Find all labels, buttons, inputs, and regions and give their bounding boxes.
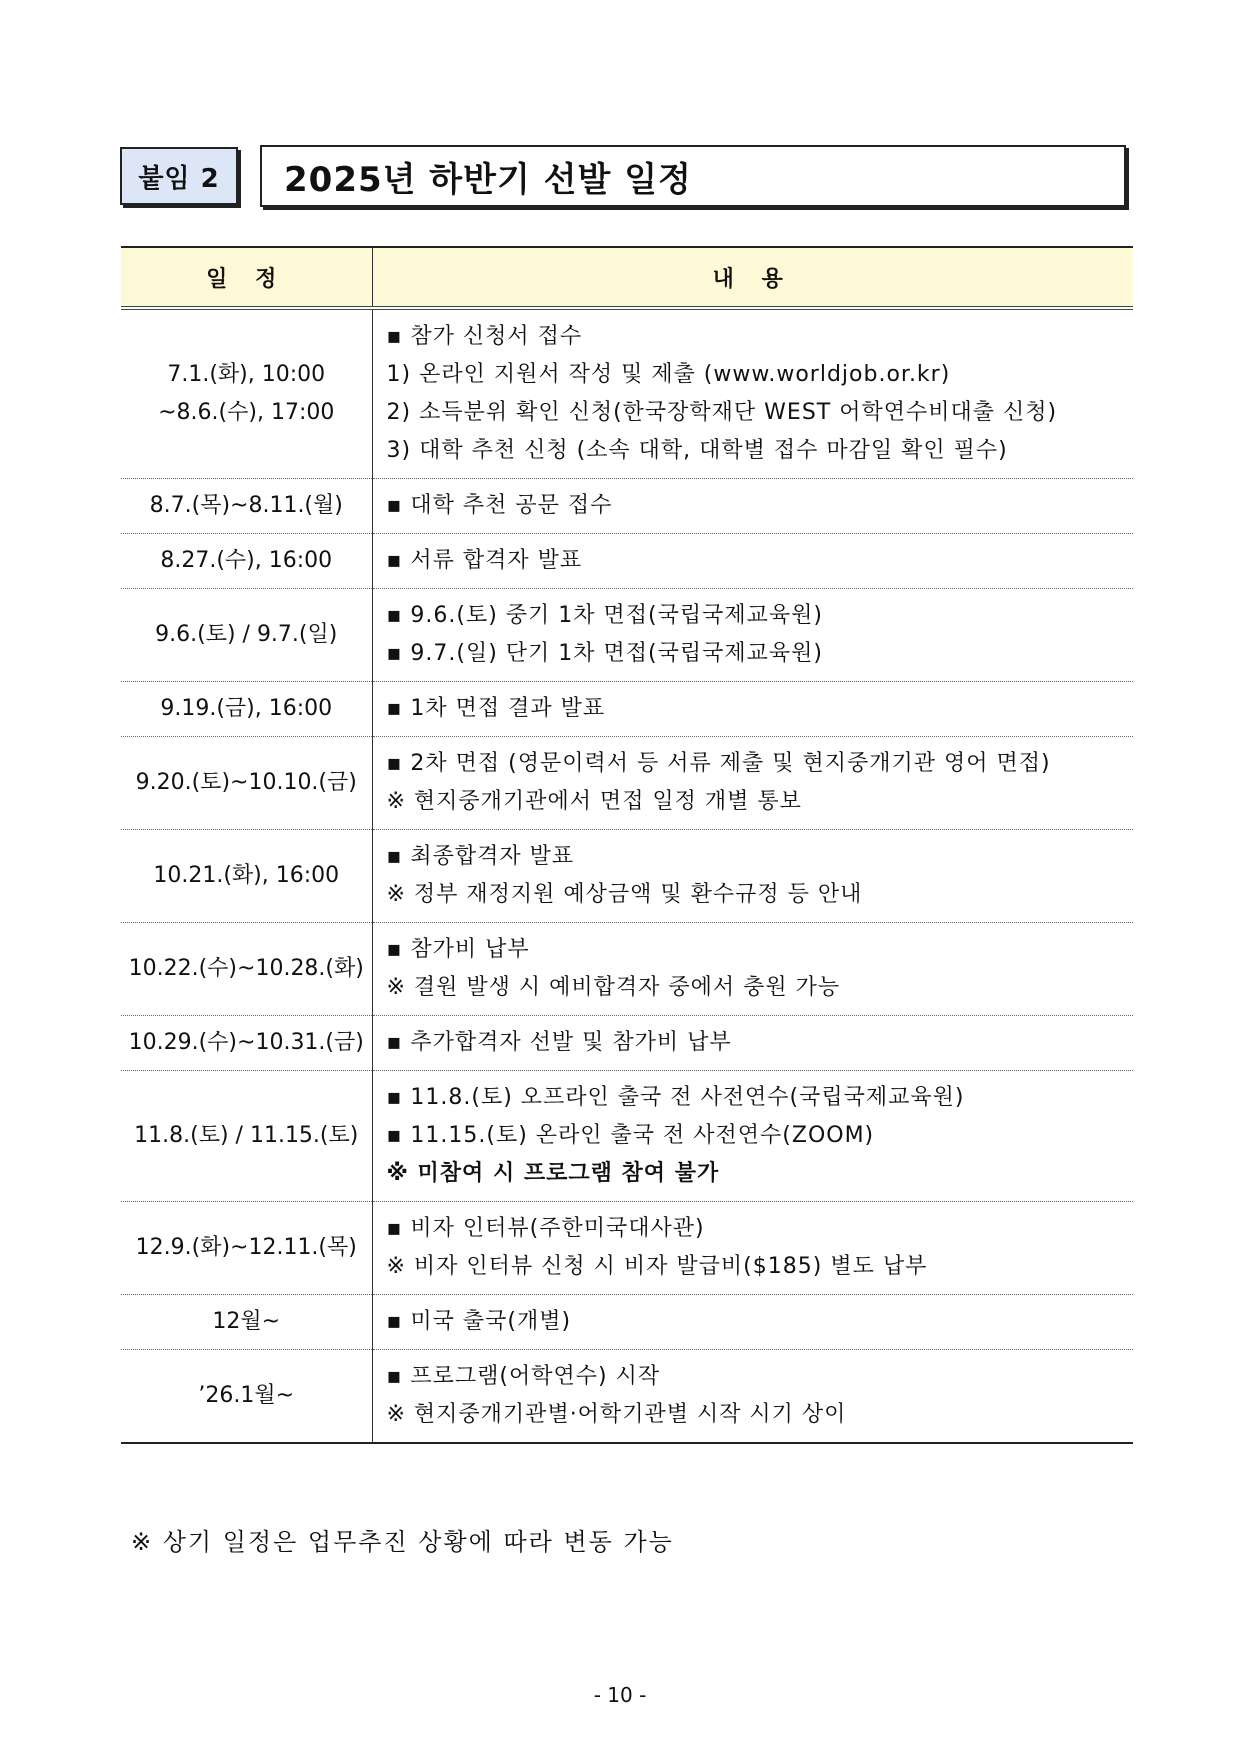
row-date: [121, 737, 372, 830]
content-item: ▪ 서류 합격자 발표: [386, 548, 583, 573]
row-content: [372, 1295, 1133, 1350]
date-line: 12월~: [212, 1309, 281, 1334]
row-content: [372, 1016, 1133, 1071]
content-note: ※ 결원 발생 시 예비합격자 중에서 충원 가능: [386, 975, 841, 1000]
row-date: [121, 1071, 372, 1202]
page-title: 2025년 하반기 선발 일정: [284, 159, 692, 200]
table-row: [121, 1295, 1133, 1350]
row-date: [121, 534, 372, 589]
table-row: [121, 534, 1133, 589]
content-item: ▪ 비자 인터뷰(주한미국대사관): [386, 1216, 705, 1241]
content-item: 2) 소득분위 확인 신청(한국장학재단 WEST 어학연수비대출 신청): [386, 400, 1058, 425]
row-content: [372, 1071, 1133, 1202]
content-item: ▪ 참가 신청서 접수: [386, 324, 583, 349]
content-note: ※ 정부 재정지원 예상금액 및 환수규정 등 안내: [386, 882, 863, 907]
page-number: - 10 -: [593, 1683, 647, 1707]
date-line: 12.9.(화)~12.11.(목): [135, 1235, 357, 1260]
table-row: [121, 1202, 1133, 1295]
row-content: [372, 923, 1133, 1016]
row-date: [121, 1016, 372, 1071]
row-content: [372, 308, 1133, 479]
table-row: [121, 479, 1133, 534]
row-content: [372, 1202, 1133, 1295]
table-row: [121, 1071, 1133, 1202]
content-item: ▪ 최종합격자 발표: [386, 844, 575, 869]
content-item: 3) 대학 추천 신청 (소속 대학, 대학별 접수 마감일 확인 필수): [386, 438, 1008, 463]
content-item: ▪ 1차 면접 결과 발표: [386, 696, 606, 721]
row-date: [121, 479, 372, 534]
table-row: [121, 682, 1133, 737]
date-line: 7.1.(화), 10:00: [167, 362, 326, 387]
content-item: ▪ 대학 추천 공문 접수: [386, 493, 613, 518]
header-content: 내 용: [372, 247, 1133, 308]
content-item: ▪ 9.6.(토) 중기 1차 면접(국립국제교육원): [386, 603, 823, 628]
date-line: 11.8.(토) / 11.15.(토): [134, 1123, 359, 1148]
footnote: ※ 상기 일정은 업무추진 상황에 따라 변동 가능: [131, 1528, 674, 1556]
attachment-tag-label: 붙임 2: [138, 163, 220, 194]
row-content: [372, 737, 1133, 830]
table-header-row: [121, 247, 1133, 308]
date-line: ’26.1월~: [198, 1383, 295, 1408]
content-item: 1) 온라인 지원서 작성 및 제출 (www.worldjob.or.kr): [386, 362, 951, 387]
table-row: [121, 923, 1133, 1016]
date-line: 8.27.(수), 16:00: [160, 548, 333, 573]
content-note: ※ 현지중개기관에서 면접 일정 개별 통보: [386, 789, 802, 814]
row-date: [121, 589, 372, 682]
header-date: 일 정: [121, 247, 372, 308]
row-content: [372, 830, 1133, 923]
date-line: 10.22.(수)~10.28.(화): [128, 956, 364, 981]
row-date: [121, 682, 372, 737]
table-row: [121, 1350, 1133, 1444]
content-item: ▪ 프로그램(어학연수) 시작: [386, 1364, 661, 1389]
row-content: [372, 479, 1133, 534]
row-content: [372, 534, 1133, 589]
row-content: [372, 589, 1133, 682]
row-date: [121, 1202, 372, 1295]
content-item: ▪ 미국 출국(개별): [386, 1309, 572, 1334]
date-line: 9.6.(토) / 9.7.(일): [155, 622, 338, 647]
content-note: ※ 비자 인터뷰 신청 시 비자 발급비($185) 별도 납부: [386, 1254, 928, 1279]
row-content: [372, 682, 1133, 737]
content-item: ▪ 추가합격자 선발 및 참가비 납부: [386, 1030, 732, 1055]
schedule-table: [121, 246, 1133, 1444]
row-date: [121, 308, 372, 479]
date-line: 8.7.(목)~8.11.(월): [149, 493, 343, 518]
content-item: ▪ 9.7.(일) 단기 1차 면접(국립국제교육원): [386, 641, 823, 666]
date-line: 9.20.(토)~10.10.(금): [135, 770, 357, 795]
content-item: ▪ 참가비 납부: [386, 937, 530, 962]
table-row: [121, 589, 1133, 682]
content-item: ▪ 11.15.(토) 온라인 출국 전 사전연수(ZOOM): [386, 1123, 875, 1148]
table-row: [121, 308, 1133, 479]
date-line: ~8.6.(수), 17:00: [158, 400, 335, 425]
row-date: [121, 923, 372, 1016]
content-item: ▪ 11.8.(토) 오프라인 출국 전 사전연수(국립국제교육원): [386, 1085, 965, 1110]
schedule-body: [121, 308, 1133, 1443]
page-title-box: [260, 145, 1126, 207]
table-row: [121, 737, 1133, 830]
row-date: [121, 1350, 372, 1444]
table-row: [121, 1016, 1133, 1071]
table-row: [121, 830, 1133, 923]
content-note: ※ 미참여 시 프로그램 참여 불가: [386, 1161, 720, 1186]
row-date: [121, 830, 372, 923]
date-line: 9.19.(금), 16:00: [160, 696, 333, 721]
date-line: 10.29.(수)~10.31.(금): [128, 1030, 364, 1055]
content-item: ▪ 2차 면접 (영문이력서 등 서류 제출 및 현지중개기관 영어 면접): [386, 751, 1051, 776]
content-note: ※ 현지중개기관별·어학기관별 시작 시기 상이: [386, 1402, 847, 1427]
date-line: 10.21.(화), 16:00: [153, 863, 340, 888]
row-date: [121, 1295, 372, 1350]
row-content: [372, 1350, 1133, 1444]
attachment-tag: [120, 147, 238, 205]
